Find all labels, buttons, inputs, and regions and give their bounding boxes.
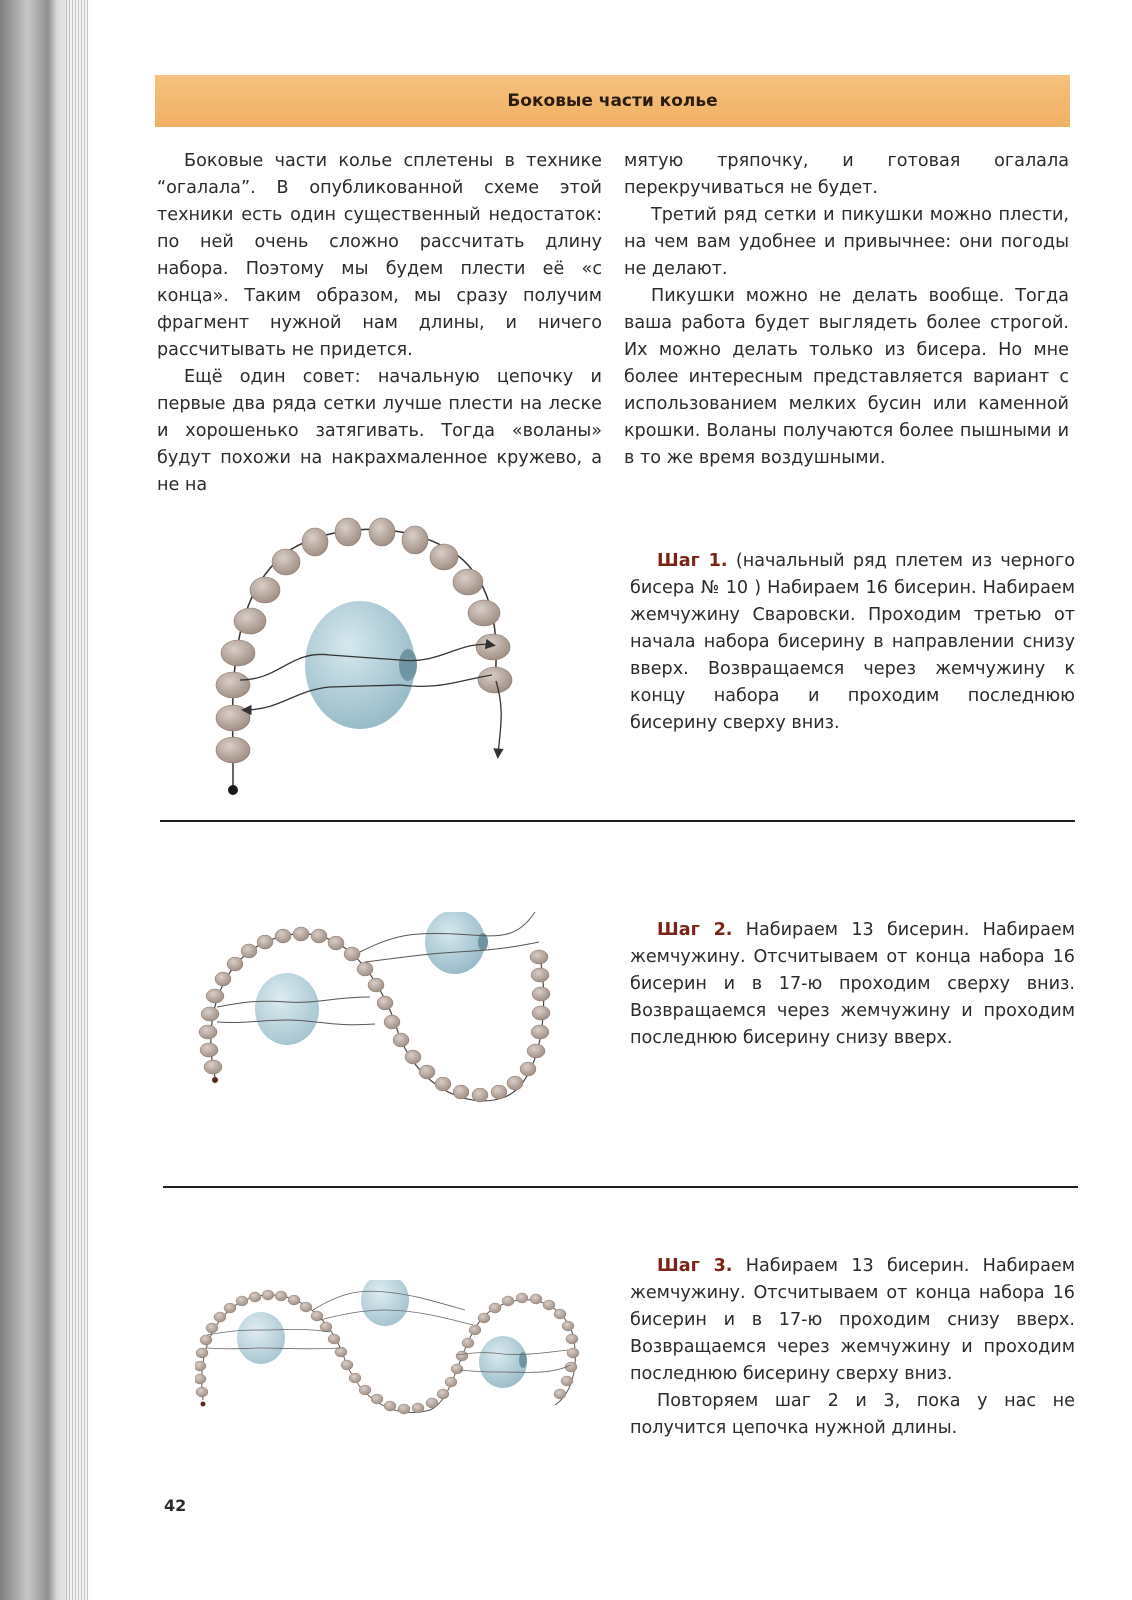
step1-description: (начальный ряд плетем из черного бисера № 10 ) Набираем 16 бисерин. Набираем жемчужину Сваровски. Проходим третью от начала набора бисерину в направлении снизу вверх. Возвращаемся через жемчужину к концу набора и проходим последнюю бисерину сверху вниз.	[630, 551, 1075, 733]
section-title: Боковые части колье	[507, 91, 718, 111]
divider	[163, 1186, 1078, 1188]
step2-text	[630, 917, 1075, 1052]
step3-text	[630, 1253, 1075, 1442]
intro-right-column	[624, 148, 1069, 472]
paragraph: Ещё один совет: начальную цепочку и первые два ряда сетки лучше плести на леске и хорошенько затягивать. Тогда «воланы» будут похожи на накрахмаленное кружево, а не на	[157, 367, 602, 495]
step3-description: Набираем 13 бисерин. Набираем жемчужину. Отсчитываем от конца набора 16 бисерин и в 17-ю проходим снизу вверх. Возвращаемся через жемчужину и проходим последнюю бисерину сверху вниз.	[630, 1256, 1075, 1384]
divider	[160, 820, 1075, 822]
step1-diagram	[200, 505, 540, 805]
step2-diagram	[195, 912, 575, 1127]
page-number: 42	[164, 1496, 187, 1515]
step3-note: Повторяем шаг 2 и 3, пока у нас не получится цепочка нужной длины.	[630, 1391, 1075, 1438]
paragraph: Третий ряд сетки и пикушки можно плести, на чем вам удобнее и привычнее: они погоды не делают.	[624, 205, 1069, 279]
step3-label: Шаг 3.	[657, 1256, 733, 1276]
page-edges	[66, 0, 88, 1600]
step1-label: Шаг 1.	[657, 551, 728, 571]
step2-description: Набираем 13 бисерин. Набираем жемчужину. Отсчитываем от конца набора 16 бисерин и в 17-ю проходим сверху вниз. Возвращаемся через жемчужину и проходим последнюю бисерину снизу вверх.	[630, 920, 1075, 1048]
paragraph: Пикушки можно не делать вообще. Тогда ваша работа будет выглядеть более строгой. Их можно делать только из бисера. Но мне более интересным представляется вариант с использованием мелких бусин или каменной крошки. Воланы получаются более пышными и в то же время воздушными.	[624, 286, 1069, 468]
section-title-bar	[155, 75, 1070, 127]
paragraph: Боковые части колье сплетены в технике “огалала”. В опубликованной схеме этой техники есть один существенный недостаток: по ней очень сложно рассчитать длину набора. Поэтому мы будем плести её «с конца». Таким образом, мы сразу получим фрагмент нужной нам длины, и ничего рассчитывать не придется.	[157, 151, 602, 360]
step1-text	[630, 548, 1075, 737]
step2-label: Шаг 2.	[657, 920, 733, 940]
paragraph: мятую тряпочку, и готовая огалала перекручиваться не будет.	[624, 151, 1069, 198]
intro-left-column	[157, 148, 602, 499]
step3-diagram	[195, 1280, 590, 1430]
